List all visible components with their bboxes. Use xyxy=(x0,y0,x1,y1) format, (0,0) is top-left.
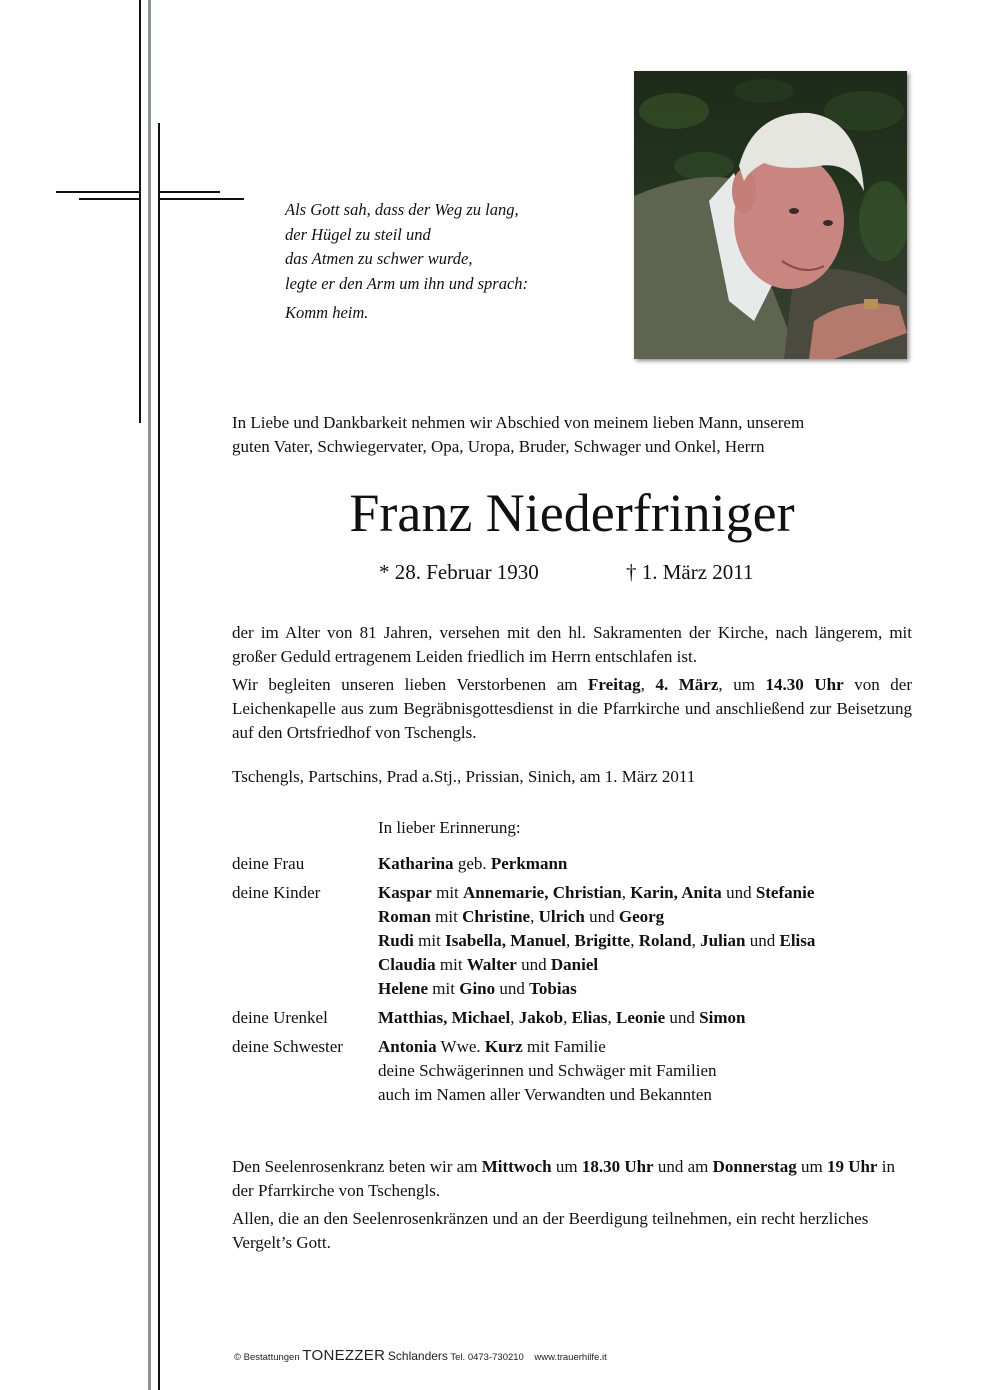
text-run: und xyxy=(495,979,530,998)
relation-names xyxy=(378,905,932,929)
cross-arm-upper-right xyxy=(158,191,220,193)
text-run: , xyxy=(566,931,575,950)
portrait-illustration xyxy=(634,71,907,359)
text-run: auch im Namen aller Verwandten und Bekannten xyxy=(378,1085,712,1104)
relation-label xyxy=(232,977,378,1001)
name-run: 19 Uhr xyxy=(826,1157,878,1176)
relation-label: deine Schwester xyxy=(232,1037,343,1056)
footer xyxy=(234,1347,607,1364)
family-row xyxy=(232,1006,932,1030)
name-run: Kurz xyxy=(484,1037,523,1056)
intro-line: In Liebe und Dankbarkeit nehmen wir Abschied von meinem lieben Mann, unserem xyxy=(232,413,805,432)
funeral-date: 4. März xyxy=(655,675,719,694)
name-run: Mittwoch xyxy=(481,1157,552,1176)
text-run: um xyxy=(796,1157,827,1176)
text-run: , xyxy=(691,931,701,950)
footer-prefix: © Bestattungen xyxy=(234,1352,300,1363)
relation-names xyxy=(378,1006,932,1030)
text-run: Wir begleiten unseren lieben Verstorbenen am xyxy=(232,675,589,694)
cross-left-line xyxy=(139,0,141,423)
relation-names xyxy=(378,977,932,1001)
poem-line: legte er den Arm um ihn und sprach: xyxy=(285,273,529,293)
relation-label xyxy=(232,1083,378,1107)
cross-arm-lower-left xyxy=(79,198,140,200)
text-run: mit xyxy=(431,883,464,902)
relation-label: deine Urenkel xyxy=(232,1008,328,1027)
text-run: und xyxy=(584,907,619,926)
relation-label: deine Frau xyxy=(232,854,305,873)
footer-city: Schlanders xyxy=(387,1349,448,1363)
portrait-photo xyxy=(634,71,907,359)
text-run: , um xyxy=(718,675,766,694)
name-run: Roland xyxy=(638,931,692,950)
name-run: Gino xyxy=(459,979,496,998)
text-run: mit xyxy=(428,979,460,998)
text-run: Wwe. xyxy=(436,1037,485,1056)
name-run: Walter xyxy=(466,955,517,974)
poem-closing: Komm heim. xyxy=(285,303,369,322)
poem xyxy=(285,198,528,326)
name-run: 18.30 Uhr xyxy=(581,1157,654,1176)
funeral-time: 14.30 Uhr xyxy=(765,675,844,694)
death-date: † 1. März 2011 xyxy=(626,560,754,584)
name-run: Jakob xyxy=(518,1008,564,1027)
name-run: Daniel xyxy=(550,955,599,974)
intro-line: guten Vater, Schwiegervater, Opa, Uropa, Bruder, Schwager und Onkel, Herrn xyxy=(232,437,765,456)
name-run: Kaspar xyxy=(378,883,432,902)
relation-label xyxy=(232,905,378,929)
relation-names xyxy=(378,1059,932,1083)
name-run: Antonia xyxy=(378,1037,437,1056)
footer-phone: Tel. 0473-730210 xyxy=(450,1352,524,1363)
relation-names xyxy=(378,953,932,977)
text-run: , xyxy=(530,907,539,926)
cross-right-line xyxy=(158,123,160,1390)
text-run: mit Familie xyxy=(522,1037,606,1056)
text-run: deine Schwägerinnen und Schwäger mit Familien xyxy=(378,1061,717,1080)
text-run: von der Leichenkapelle aus zum Begräbnisgottesdienst in die Pfarrkirche und anschließend zur Beisetzung auf den Ortsfriedhof von Tschengls. xyxy=(232,675,912,742)
text-run: , xyxy=(640,675,656,694)
remembrance-heading: In lieber Erinnerung: xyxy=(378,818,521,837)
family-row xyxy=(232,1035,932,1059)
name-run: Stefanie xyxy=(755,883,815,902)
text-run: , xyxy=(630,931,639,950)
intro-text xyxy=(232,411,912,459)
places-line: Tschengls, Partschins, Prad a.Stj., Prissian, Sinich, am 1. März 2011 xyxy=(232,767,696,786)
name-run: Leonie xyxy=(616,1008,666,1027)
name-run: Georg xyxy=(618,907,665,926)
text-run: , xyxy=(621,883,631,902)
name-run: Roman xyxy=(378,907,431,926)
family-row xyxy=(232,1083,932,1107)
text-run: und xyxy=(721,883,756,902)
family-row xyxy=(232,929,932,953)
relation-label xyxy=(232,953,378,977)
rosary-paragraph xyxy=(232,1155,912,1203)
cross-arm-lower-right xyxy=(158,198,244,200)
body-paragraph-2 xyxy=(232,673,912,745)
name-run: Christine xyxy=(462,907,531,926)
family-row xyxy=(232,977,932,1001)
relation-names xyxy=(378,1035,932,1059)
funeral-day: Freitag xyxy=(588,675,641,694)
name-run: Donnerstag xyxy=(712,1157,797,1176)
poem-line: Als Gott sah, dass der Weg zu lang, xyxy=(285,200,519,219)
name-run: Elias xyxy=(571,1008,608,1027)
name-run: Karin, Anita xyxy=(630,883,722,902)
cross-center-line xyxy=(148,0,151,1390)
name-run: Julian xyxy=(700,931,746,950)
text-run: , xyxy=(510,1008,519,1027)
name-run: Simon xyxy=(699,1008,746,1027)
text-run: geb. xyxy=(453,854,491,873)
name-run: Helene xyxy=(378,979,429,998)
name-run: Matthias, Michael xyxy=(378,1008,511,1027)
text-run: , xyxy=(607,1008,617,1027)
body-paragraph-1: der im Alter von 81 Jahren, versehen mit den hl. Sakramenten der Kirche, nach längerem, mit großer Geduld ertragenem Leiden friedlich im Herrn entschlafen ist. xyxy=(232,623,912,666)
name-run: Tobias xyxy=(529,979,577,998)
deceased-name: Franz Niederfriniger xyxy=(349,483,795,543)
name-run: Elisa xyxy=(779,931,816,950)
relation-names xyxy=(378,1083,932,1107)
text-run: und xyxy=(665,1008,700,1027)
footer-brand: TONEZZER xyxy=(302,1347,386,1364)
birth-date: * 28. Februar 1930 xyxy=(379,560,539,584)
relation-label xyxy=(232,929,378,953)
family-list xyxy=(232,852,932,1107)
family-row xyxy=(232,1059,932,1083)
relation-names xyxy=(378,852,932,876)
family-row xyxy=(232,905,932,929)
relation-label: deine Kinder xyxy=(232,883,321,902)
name-run: Perkmann xyxy=(490,854,568,873)
poem-line: das Atmen zu schwer wurde, xyxy=(285,249,473,268)
family-row xyxy=(232,953,932,977)
family-row xyxy=(232,881,932,905)
text-run: , xyxy=(563,1008,572,1027)
text-run: und am xyxy=(653,1157,713,1176)
text-run: und xyxy=(516,955,551,974)
relation-names xyxy=(378,881,932,905)
footer-website[interactable]: www.trauerhilfe.it xyxy=(534,1352,607,1363)
cross-arm-upper-left xyxy=(56,191,140,193)
family-row xyxy=(232,852,932,876)
text-run: mit xyxy=(413,931,446,950)
name-run: Annemarie, Christian xyxy=(463,883,622,902)
relation-label xyxy=(232,1059,378,1083)
text-run: in der Pfarrkirche von Tschengls. xyxy=(232,1157,895,1200)
name-run: Isabella, Manuel xyxy=(445,931,566,950)
text-run: um xyxy=(551,1157,582,1176)
name-run: Rudi xyxy=(378,931,414,950)
name-run: Katharina xyxy=(378,854,454,873)
text-run: mit xyxy=(435,955,467,974)
name-run: Claudia xyxy=(378,955,436,974)
text-run: Den Seelenrosenkranz beten wir am xyxy=(232,1157,482,1176)
poem-line: der Hügel zu steil und xyxy=(285,224,431,244)
relation-names xyxy=(378,929,932,953)
name-run: Ulrich xyxy=(538,907,585,926)
thanks-paragraph: Allen, die an den Seelenrosenkränzen und an der Beerdigung teilnehmen, ein recht herzliches Vergelt’s Gott. xyxy=(232,1209,869,1252)
text-run: und xyxy=(745,931,780,950)
name-run: Brigitte xyxy=(574,931,631,950)
text-run: mit xyxy=(430,907,463,926)
